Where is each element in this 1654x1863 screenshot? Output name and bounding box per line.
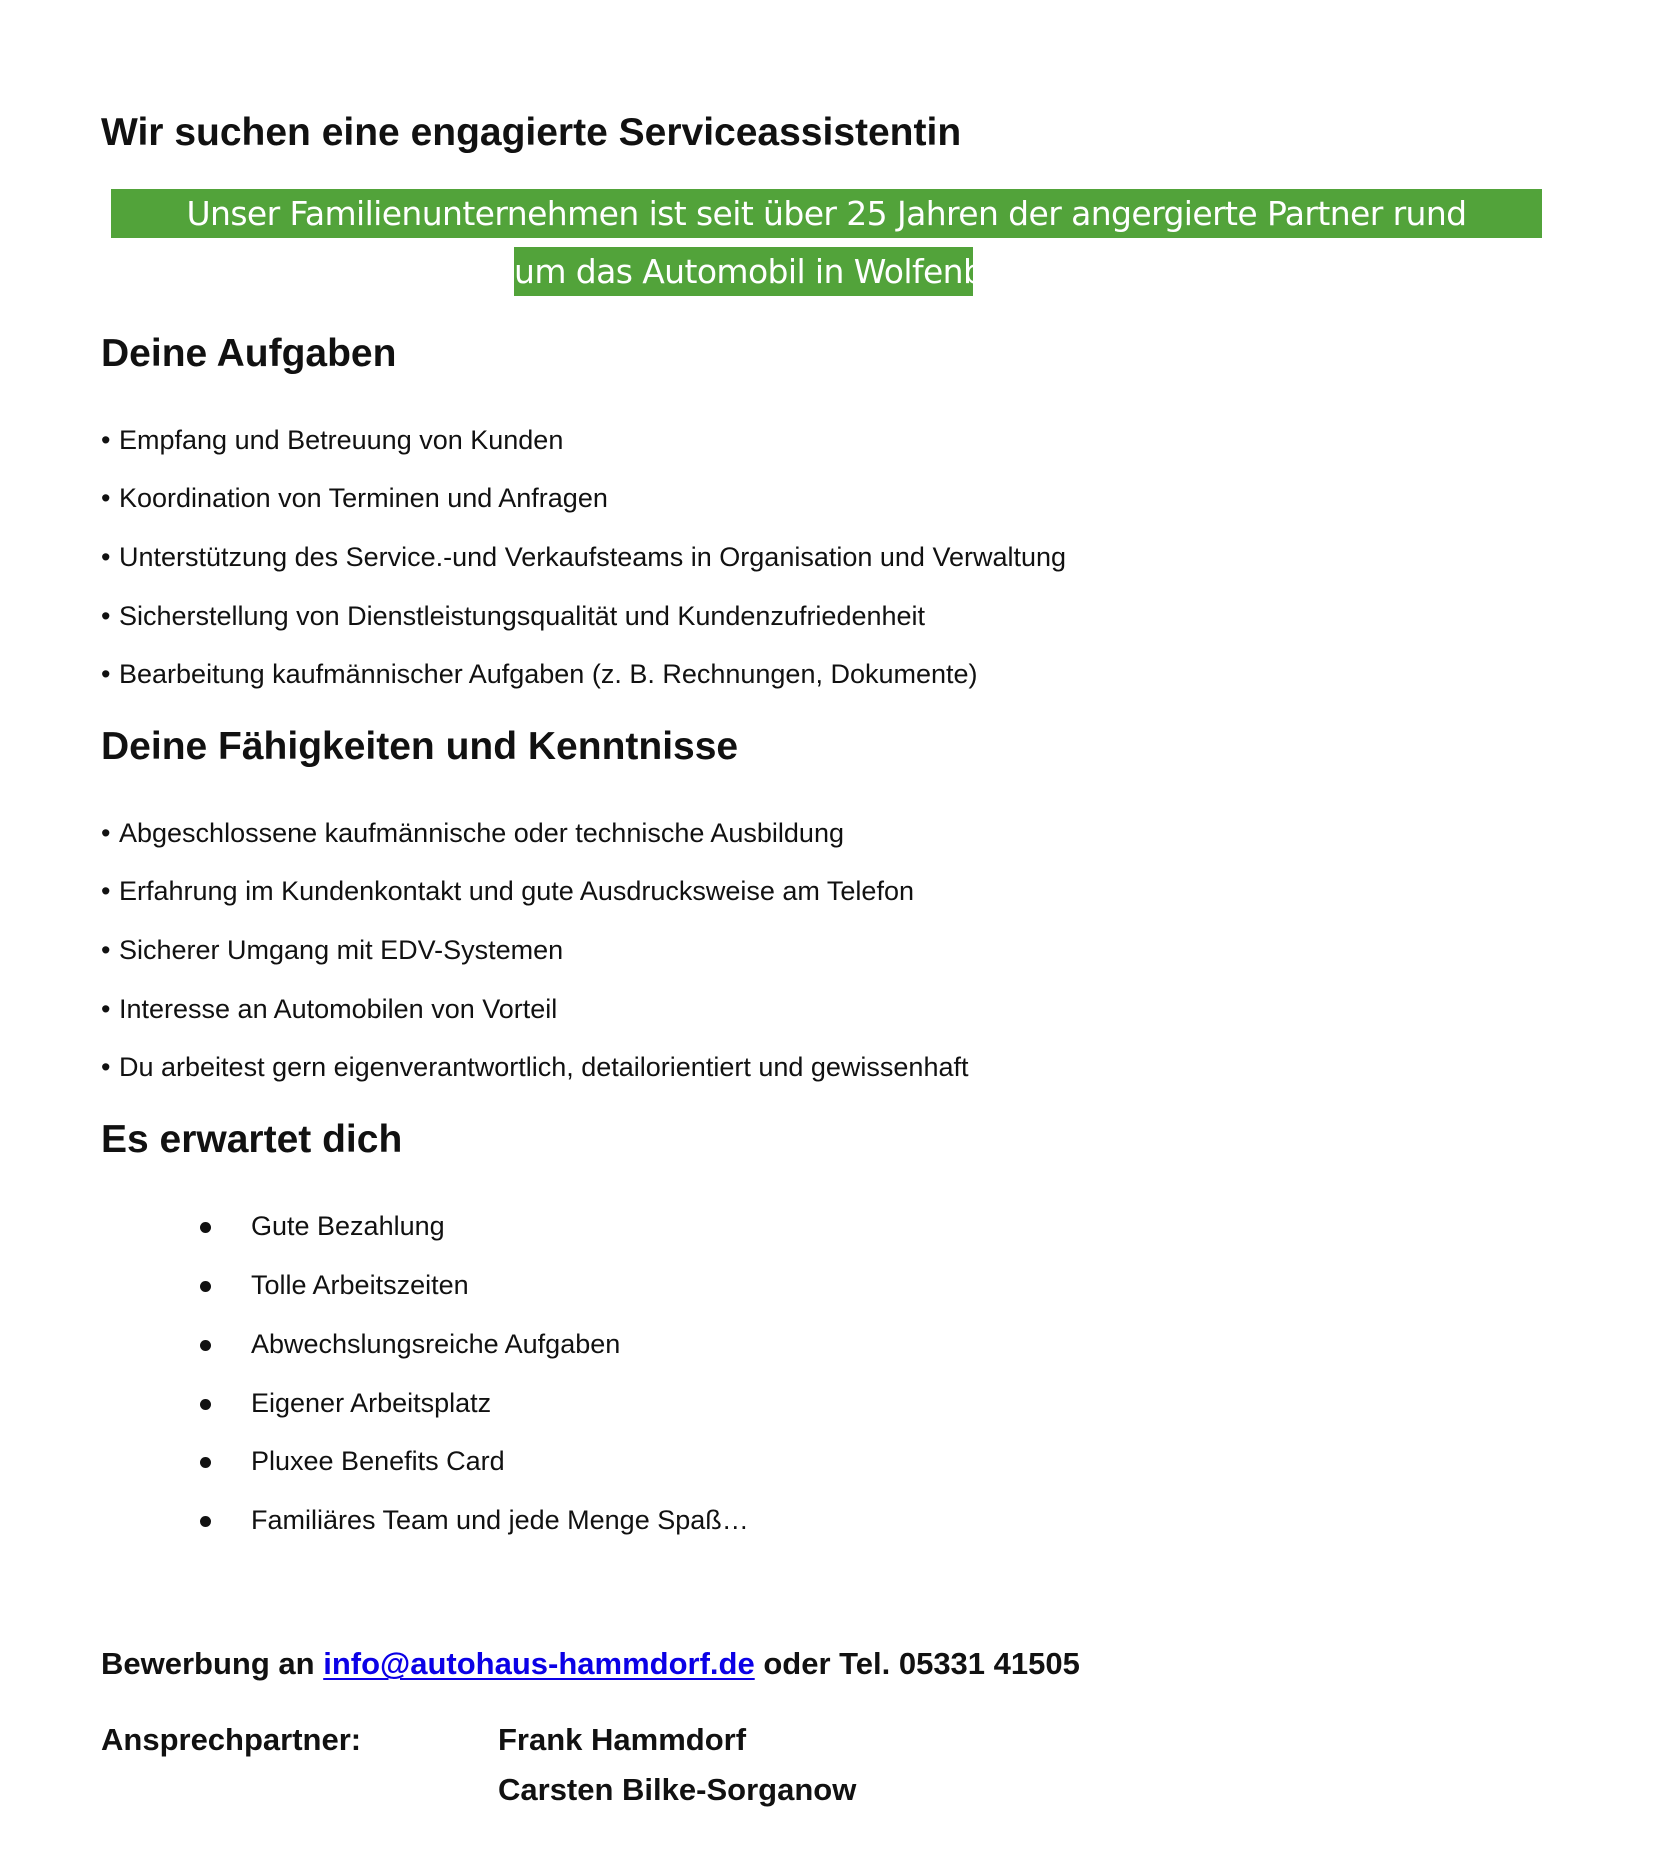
section-heading-tasks: Deine Aufgaben xyxy=(101,332,397,375)
benefit-text: Familiäres Team und jede Menge Spaß… xyxy=(251,1505,749,1535)
list-item xyxy=(101,424,563,456)
list-item-text: Sicherstellung von Dienstleistungsqualität und Kundenzufriedenheit xyxy=(119,601,926,631)
page-title: Wir suchen eine engagierte Serviceassistentin xyxy=(101,111,962,154)
bullet-icon: • xyxy=(101,935,111,965)
benefit-text: Gute Bezahlung xyxy=(251,1211,445,1241)
benefit-text: Tolle Arbeitszeiten xyxy=(251,1270,469,1300)
contact-person-2: Carsten Bilke-Sorganow xyxy=(498,1772,857,1807)
list-item-text: Erfahrung im Kundenkontakt und gute Ausdrucksweise am Telefon xyxy=(119,876,914,906)
list-item-text: Interesse an Automobilen von Vorteil xyxy=(119,994,558,1024)
contact-persons-label: Ansprechpartner: xyxy=(101,1722,362,1757)
bullet-icon: • xyxy=(101,425,111,455)
list-item xyxy=(101,875,914,907)
bullet-dot-icon xyxy=(200,1516,211,1527)
bullet-icon: • xyxy=(101,1052,111,1082)
benefit-text: Abwechslungsreiche Aufgaben xyxy=(251,1329,621,1359)
bullet-dot-icon xyxy=(200,1222,211,1233)
list-item xyxy=(101,600,925,632)
benefit-text: Eigener Arbeitsplatz xyxy=(251,1388,492,1418)
intro-highlight-line-2: um das Automobil in Wolfenbüttel. xyxy=(514,247,973,296)
section-heading-skills: Deine Fähigkeiten und Kenntnisse xyxy=(101,725,739,768)
list-item xyxy=(101,817,844,849)
email-link[interactable]: info@autohaus-hammdorf.de xyxy=(323,1646,755,1681)
list-item xyxy=(101,993,557,1025)
list-item-text: Koordination von Terminen und Anfragen xyxy=(119,483,608,513)
list-item xyxy=(101,541,1066,573)
contact-person-1: Frank Hammdorf xyxy=(498,1722,747,1757)
bullet-icon: • xyxy=(101,876,111,906)
contact-persons xyxy=(101,1721,1001,1761)
benefit-text: Pluxee Benefits Card xyxy=(251,1446,505,1476)
intro-highlight-line-1: Unser Familienunternehmen ist seit über 25 Jahren der angergierte Partner rund xyxy=(111,189,1542,238)
bullet-icon: • xyxy=(101,994,111,1024)
list-item-text: Sicherer Umgang mit EDV-Systemen xyxy=(119,935,564,965)
list-item xyxy=(101,658,978,690)
bullet-icon: • xyxy=(101,542,111,572)
list-item xyxy=(101,482,608,514)
list-item-text: Du arbeitest gern eigenverantwortlich, detailorientiert und gewissenhaft xyxy=(119,1052,969,1082)
list-item-text: Abgeschlossene kaufmännische oder technische Ausbildung xyxy=(119,818,844,848)
bullet-dot-icon xyxy=(200,1399,211,1410)
section-heading-benefits: Es erwartet dich xyxy=(101,1118,403,1161)
list-item xyxy=(101,1051,969,1083)
bullet-icon: • xyxy=(101,483,111,513)
list-item-text: Unterstützung des Service.-und Verkaufsteams in Organisation und Verwaltung xyxy=(119,542,1067,572)
bullet-icon: • xyxy=(101,601,111,631)
list-item xyxy=(101,934,563,966)
bullet-dot-icon xyxy=(200,1457,211,1468)
phone-text: oder Tel. 05331 41505 xyxy=(754,1646,1080,1681)
contact-persons-cont xyxy=(101,1771,1001,1811)
list-item-text: Bearbeitung kaufmännischer Aufgaben (z. B. Rechnungen, Dokumente) xyxy=(119,659,978,689)
bullet-dot-icon xyxy=(200,1340,211,1351)
bullet-icon: • xyxy=(101,818,111,848)
application-contact-line xyxy=(101,1645,1080,1683)
bullet-icon: • xyxy=(101,659,111,689)
list-item-text: Empfang und Betreuung von Kunden xyxy=(119,425,564,455)
application-prefix: Bewerbung an xyxy=(101,1646,324,1681)
bullet-dot-icon xyxy=(200,1281,211,1292)
